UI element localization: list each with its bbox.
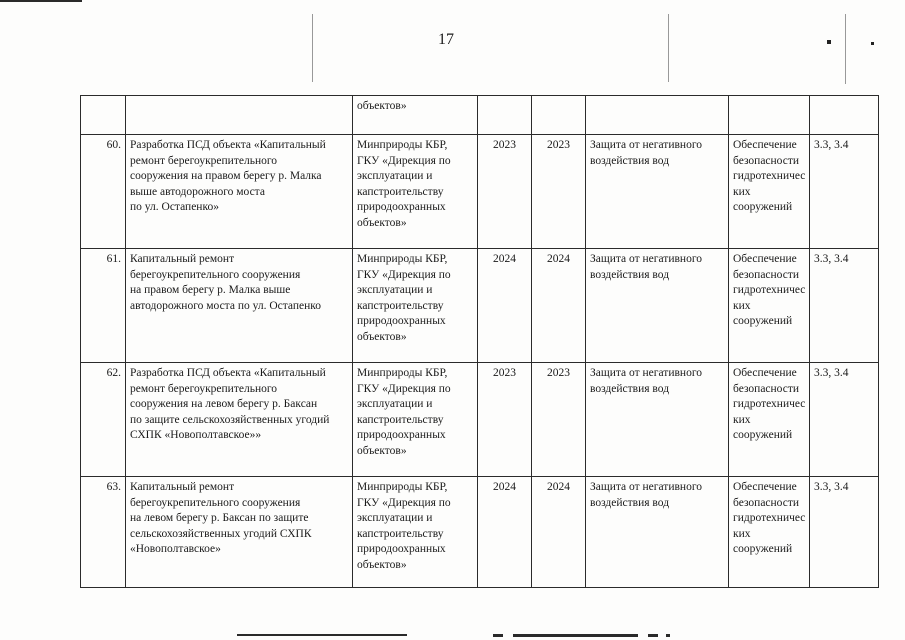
direction-cell: Защита от негативного воздействия вод (590, 367, 702, 395)
table-row (81, 135, 879, 249)
reference-cell: 3.3, 3.4 (810, 363, 879, 477)
customer-cell: Минприроды КБР, ГКУ «Дирекция по эксплуатации и капстроительству природоохранных объектов» (357, 481, 451, 571)
start-year: 2024 (478, 249, 532, 363)
end-year: 2024 (532, 477, 586, 588)
scan-fold-line (845, 14, 846, 84)
row-number: 60. (81, 135, 126, 249)
result-cell: Обеспечение безопасности гидротехничес ких сооружений (733, 253, 806, 327)
table-row (81, 249, 879, 363)
end-year: 2023 (532, 363, 586, 477)
scan-bottom-mark (237, 634, 407, 636)
customer-cell: объектов» (353, 96, 478, 135)
table-row (81, 363, 879, 477)
row-number: 63. (81, 477, 126, 588)
scan-bottom-mark (648, 634, 658, 637)
result-cell: Обеспечение безопасности гидротехничес ких сооружений (733, 367, 806, 441)
scan-bottom-mark (513, 634, 638, 637)
reference-cell: 3.3, 3.4 (810, 249, 879, 363)
scan-fold-line (312, 14, 313, 82)
scan-speck (827, 40, 831, 44)
end-year: 2024 (532, 249, 586, 363)
event-name: Разработка ПСД объекта «Капитальный ремонт берегоукрепительного сооружения на правом берегу р. Малка выше автодорожного моста по ул. Остапенко» (130, 139, 326, 213)
end-year: 2023 (532, 135, 586, 249)
start-year: 2023 (478, 363, 532, 477)
customer-cell: Минприроды КБР, ГКУ «Дирекция по эксплуатации и капстроительству природоохранных объектов» (357, 367, 451, 457)
row-number: 62. (81, 363, 126, 477)
event-name: Капитальный ремонт берегоукрепительного сооружения на правом берегу р. Малка выше автодорожного моста по ул. Остапенко (130, 253, 322, 312)
table-row-continued (81, 96, 879, 135)
page-number: 17 (438, 31, 454, 48)
row-number: 61. (81, 249, 126, 363)
scan-speck (871, 42, 874, 45)
reference-cell: 3.3, 3.4 (810, 135, 879, 249)
table-row (81, 477, 879, 588)
event-name: Разработка ПСД объекта «Капитальный ремонт берегоукрепительного сооружения на левом берегу р. Баксан по защите сельскохозяйственных угодий СХПК «Новополтавское»» (130, 367, 330, 441)
result-cell: Обеспечение безопасности гидротехничес ких сооружений (733, 481, 806, 555)
customer-cell: Минприроды КБР, ГКУ «Дирекция по эксплуатации и капстроительству природоохранных объектов» (357, 139, 451, 229)
program-table (80, 95, 879, 588)
scan-bottom-mark (493, 634, 503, 637)
reference-cell: 3.3, 3.4 (810, 477, 879, 588)
scan-fold-line (668, 14, 669, 82)
direction-cell: Защита от негативного воздействия вод (590, 139, 702, 167)
customer-cell: Минприроды КБР, ГКУ «Дирекция по эксплуатации и капстроительству природоохранных объектов» (357, 253, 451, 343)
result-cell: Обеспечение безопасности гидротехничес ких сооружений (733, 139, 806, 213)
scan-bottom-mark (666, 634, 670, 637)
direction-cell: Защита от негативного воздействия вод (590, 253, 702, 281)
direction-cell: Защита от негативного воздействия вод (590, 481, 702, 509)
start-year: 2023 (478, 135, 532, 249)
scan-edge-mark (0, 0, 82, 2)
event-name: Капитальный ремонт берегоукрепительного сооружения на левом берегу р. Баксан по защите сельскохозяйственных угодий СХПК «Новополтавское» (130, 481, 312, 555)
start-year: 2024 (478, 477, 532, 588)
